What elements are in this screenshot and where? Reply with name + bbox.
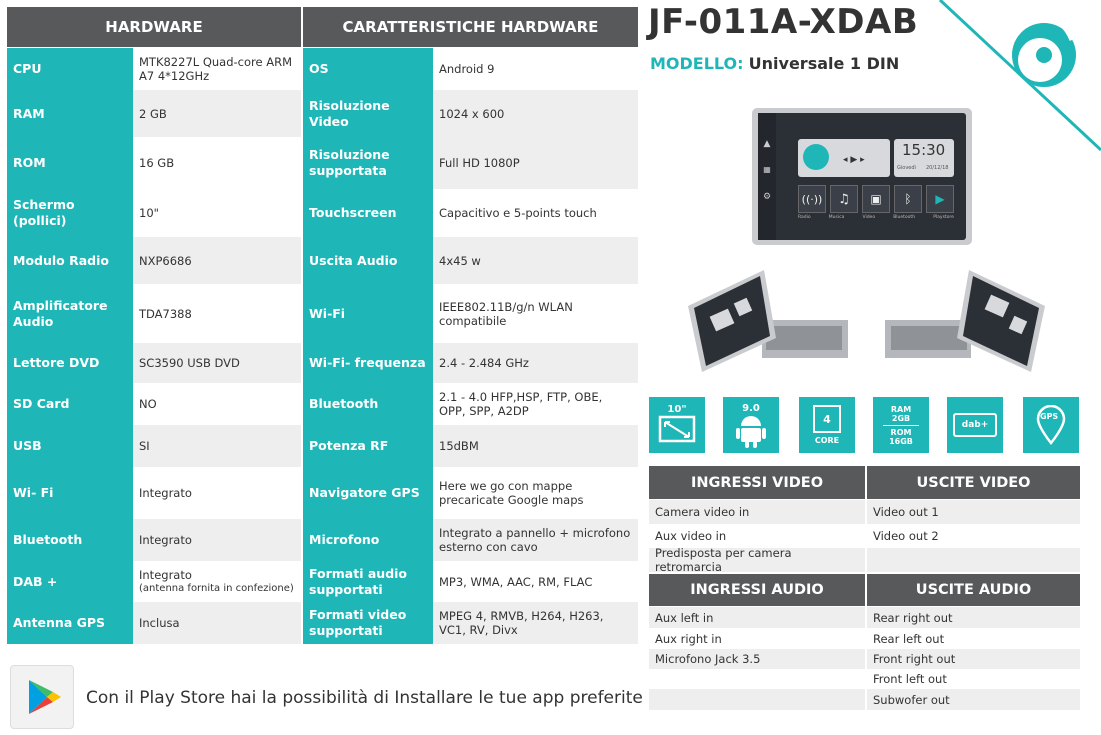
spec-value: MP3, WMA, AAC, RM, FLAC bbox=[439, 574, 593, 589]
spec-label: CPU bbox=[7, 48, 133, 90]
gps-icon bbox=[1023, 397, 1079, 453]
spec-label: Wi-Fi- frequenza bbox=[303, 343, 433, 383]
model-subtitle bbox=[650, 54, 950, 78]
spec-label: Microfono bbox=[303, 519, 433, 561]
spec-label: Risoluzione Video bbox=[303, 90, 433, 137]
spec-value: Integrato bbox=[133, 519, 301, 561]
spec-label: Navigatore GPS bbox=[303, 467, 433, 519]
spec-label: USB bbox=[7, 425, 133, 467]
spec-value: Capacitivo e 5-points touch bbox=[439, 206, 597, 220]
spec-value: Integrato bbox=[139, 486, 192, 500]
music-icon: ♫ bbox=[830, 185, 858, 213]
clock-day: Giovedì bbox=[897, 165, 916, 171]
header-features: CARATTERISTICHE HARDWARE bbox=[303, 7, 638, 47]
media-controls-icon: ◂ ▶ ▸ bbox=[843, 155, 865, 165]
spec-value: Integrato a pannello + microfono esterno con cavo bbox=[433, 519, 638, 561]
spec-value: IEEE802.11B/g/n WLAN compatibile bbox=[439, 299, 573, 328]
spec-value: 2 GB bbox=[133, 90, 301, 137]
spec-value: 2.4 - 2.484 GHz bbox=[433, 343, 638, 383]
radio-icon: ((·)) bbox=[798, 185, 826, 213]
spec-value-dab bbox=[133, 561, 301, 602]
settings-icon: ⚙ bbox=[762, 192, 772, 202]
app-label: Playstore bbox=[933, 215, 954, 220]
spec-label: Potenza RF bbox=[303, 425, 433, 467]
android-version: 9.0 bbox=[742, 402, 760, 414]
spec-value: Full HD 1080P bbox=[433, 137, 638, 189]
spec-label: Wi- Fi bbox=[7, 467, 133, 519]
spec-label: DAB + bbox=[7, 561, 133, 602]
video-icon: ▣ bbox=[862, 185, 890, 213]
clock-widget bbox=[894, 139, 954, 177]
spec-label: SD Card bbox=[7, 383, 133, 425]
dab-radio-icon bbox=[947, 397, 1003, 453]
spec-label: OS bbox=[303, 48, 433, 90]
screen-size-icon bbox=[649, 397, 705, 453]
app-row bbox=[798, 185, 954, 215]
audio-in-cell bbox=[649, 669, 865, 689]
audio-in-cell: Aux left in bbox=[649, 607, 865, 628]
video-out-cell: Video out 1 bbox=[867, 500, 1080, 524]
video-in-cell: Aux video in bbox=[655, 529, 727, 543]
bluetooth-icon: ᛒ bbox=[894, 185, 922, 213]
spec-label: Formati video supportati bbox=[303, 602, 433, 644]
spec-value: SI bbox=[133, 425, 301, 467]
spec-label: Amplificatore Audio bbox=[7, 284, 133, 343]
spec-value: TDA7388 bbox=[139, 306, 192, 321]
spec-value: MTK8227L Quad-core ARM A7 4*12GHz bbox=[139, 55, 292, 83]
spec-label: Touchscreen bbox=[303, 189, 433, 237]
device-front bbox=[752, 108, 972, 245]
audio-in-header: INGRESSI AUDIO bbox=[649, 574, 865, 606]
screen-size-value: 10" bbox=[667, 403, 687, 415]
audio-out-header: USCITE AUDIO bbox=[867, 574, 1080, 606]
spec-value: Inclusa bbox=[133, 602, 301, 644]
spec-value: 16 GB bbox=[139, 156, 175, 170]
spec-label: ROM bbox=[7, 137, 133, 189]
home-icon: ▲ bbox=[763, 139, 771, 149]
device-side-left bbox=[684, 268, 850, 376]
spec-value: 1024 x 600 bbox=[433, 90, 638, 137]
spec-value: 2.1 - 4.0 HFP,HSP, FTP, OBE, OPP, SPP, A2DP bbox=[439, 390, 603, 418]
app-label: Video bbox=[862, 215, 876, 220]
audio-in-cell: Aux right in bbox=[655, 631, 722, 646]
ram-label: RAM bbox=[890, 404, 912, 414]
device-screen bbox=[758, 113, 966, 240]
spec-value: SC3590 USB DVD bbox=[133, 343, 301, 383]
gps-label: GPS bbox=[1040, 412, 1059, 421]
clock-time: 15:30 bbox=[902, 141, 946, 159]
audio-out-cell: Front right out bbox=[867, 649, 1080, 669]
video-in-header: INGRESSI VIDEO bbox=[649, 466, 865, 499]
play-store-icon bbox=[10, 665, 74, 729]
media-widget bbox=[798, 139, 890, 177]
audio-out-cell: Subwofer out bbox=[867, 689, 1080, 710]
spec-value: NXP6686 bbox=[133, 237, 301, 284]
memory-divider bbox=[883, 425, 919, 426]
core-label: CORE bbox=[814, 436, 840, 445]
spec-value: 15dBM bbox=[433, 425, 638, 467]
device-side-right bbox=[883, 268, 1049, 376]
audio-in-cell bbox=[649, 689, 865, 710]
video-out-header: USCITE VIDEO bbox=[867, 466, 1080, 499]
audio-out-cell: Rear left out bbox=[873, 631, 945, 646]
model-label: MODELLO: bbox=[650, 54, 744, 73]
spec-value: Android 9 bbox=[439, 62, 495, 76]
spec-label: Modulo Radio bbox=[7, 237, 133, 284]
device-side-bar bbox=[758, 113, 776, 240]
spec-value: 10" bbox=[139, 206, 159, 220]
audio-out-cell: Rear right out bbox=[867, 607, 1080, 628]
audio-out-cell: Front left out bbox=[873, 672, 947, 686]
audio-in-cell: Microfono Jack 3.5 bbox=[649, 649, 865, 669]
spec-value: 4x45 w bbox=[433, 237, 638, 284]
spec-label: Schermo (pollici) bbox=[7, 189, 133, 237]
spec-label: Risoluzione supportata bbox=[303, 137, 433, 189]
spec-value-note: (antenna fornita in confezione) bbox=[139, 582, 294, 594]
spec-value: Integrato bbox=[139, 567, 192, 582]
video-in-cell: Predisposta per camera retromarcia bbox=[649, 548, 865, 572]
footer-text: Con il Play Store hai la possibilità di Installare le tue app preferite bbox=[86, 688, 643, 708]
spec-label: RAM bbox=[7, 90, 133, 137]
spec-label: Bluetooth bbox=[7, 519, 133, 561]
rom-value: 16GB bbox=[889, 436, 913, 446]
spec-label: Uscita Audio bbox=[303, 237, 433, 284]
spec-label: Bluetooth bbox=[303, 383, 433, 425]
model-title: JF-011A-XDAB bbox=[648, 2, 919, 42]
app-label: Bluetooth bbox=[893, 215, 916, 220]
cpu-core-icon bbox=[799, 397, 855, 453]
video-in-cell: Camera video in bbox=[649, 500, 865, 524]
header-hardware: HARDWARE bbox=[7, 7, 301, 47]
rom-label: ROM bbox=[890, 427, 912, 437]
dab-label: dab+ bbox=[953, 413, 997, 437]
android-icon bbox=[723, 397, 779, 453]
media-logo-icon bbox=[803, 144, 829, 170]
spec-value: MPEG 4, RMVB, H264, H263, VC1, RV, Divx bbox=[433, 602, 638, 644]
video-out-cell bbox=[867, 548, 1080, 572]
ram-value: 2GB bbox=[891, 413, 911, 423]
memory-icon bbox=[873, 397, 929, 453]
app-label: Musica bbox=[828, 215, 845, 220]
app-label: Radio bbox=[798, 215, 811, 220]
video-out-cell: Video out 2 bbox=[873, 529, 939, 543]
spec-label: Antenna GPS bbox=[7, 602, 133, 644]
app-labels bbox=[798, 215, 954, 223]
playstore-icon: ▶ bbox=[926, 185, 954, 213]
apps-icon: ▦ bbox=[763, 165, 771, 174]
spec-label: Formati audio supportati bbox=[303, 561, 433, 602]
spec-label: Wi-Fi bbox=[303, 284, 433, 343]
spec-value: Here we go con mappe precaricate Google maps bbox=[439, 479, 584, 507]
spec-label: Lettore DVD bbox=[7, 343, 133, 383]
core-number: 4 bbox=[813, 405, 841, 433]
model-value: Universale 1 DIN bbox=[748, 54, 900, 73]
spec-value: NO bbox=[139, 397, 157, 411]
clock-date: 20/12/18 bbox=[926, 165, 949, 171]
